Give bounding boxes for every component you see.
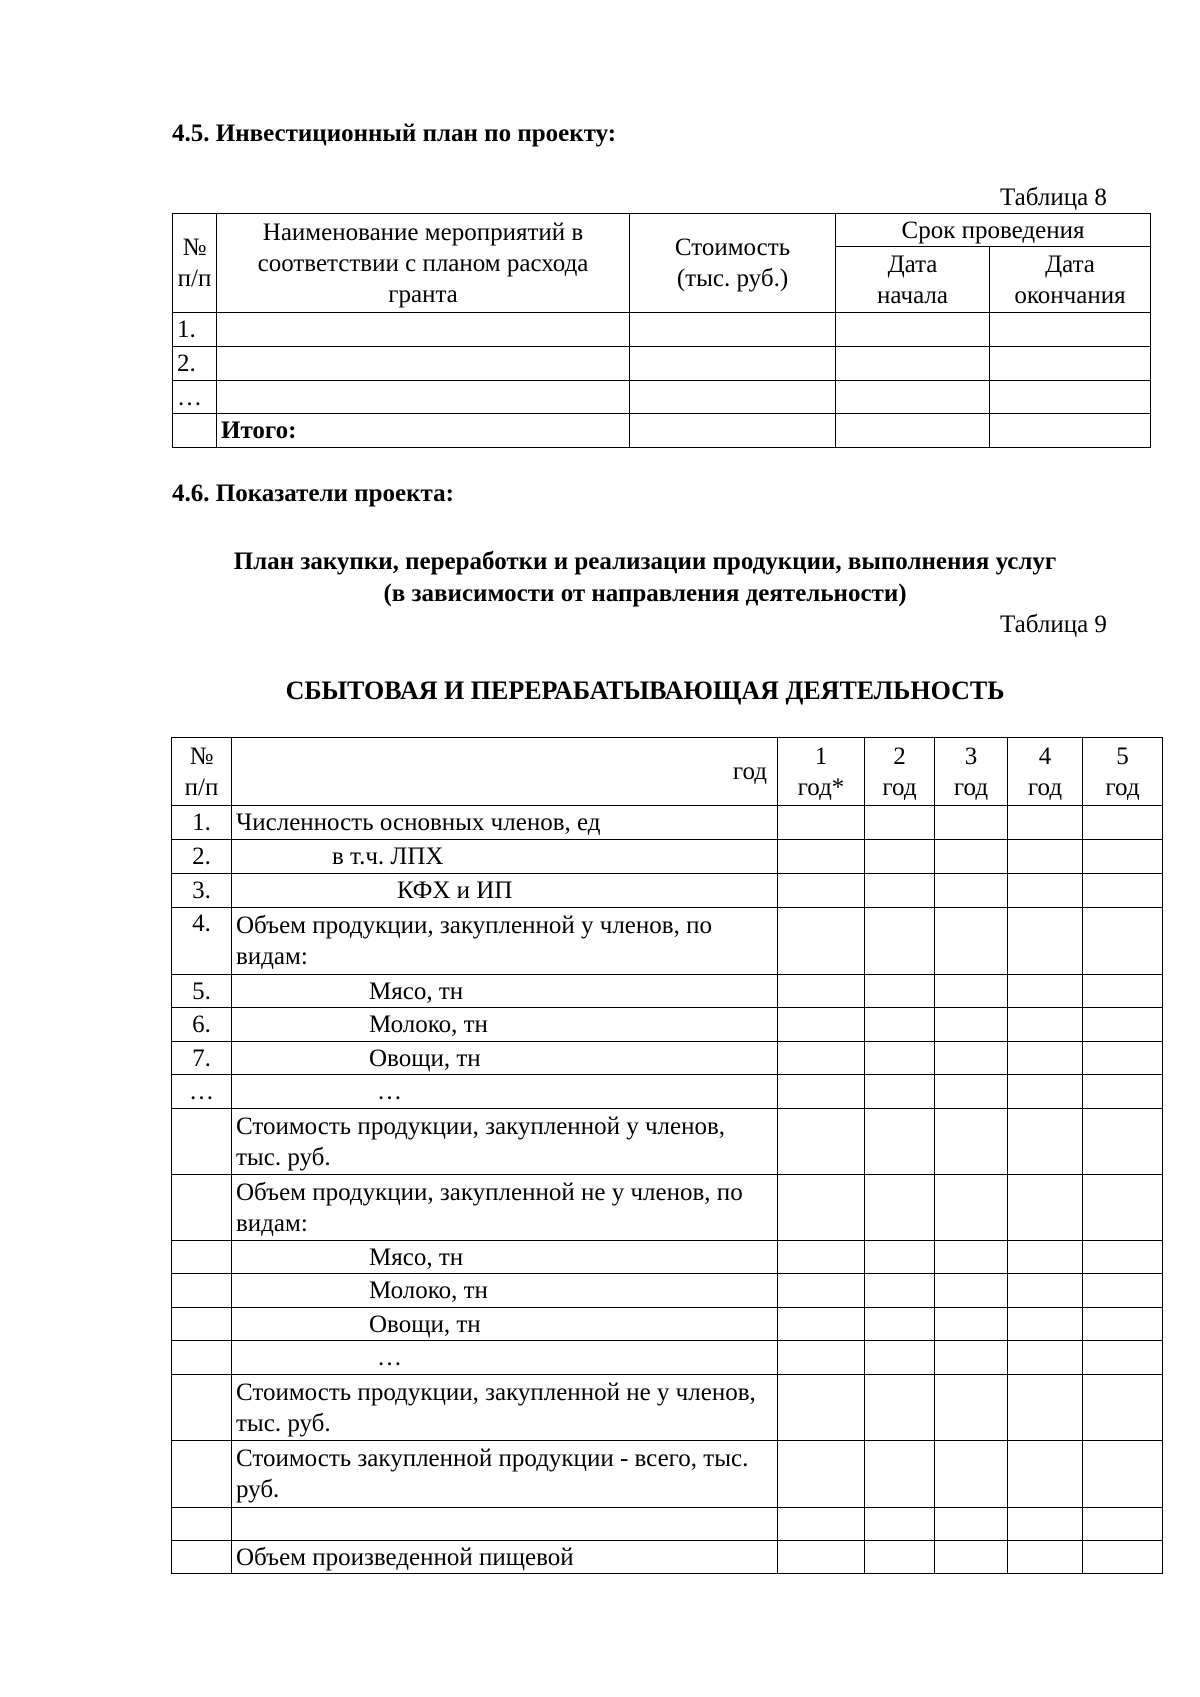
row-number <box>172 1175 232 1241</box>
col-header-cost: Стоимость (тыс. руб.) <box>630 214 836 313</box>
cell <box>935 1042 1008 1075</box>
cell <box>935 908 1008 975</box>
cell <box>935 1008 1008 1042</box>
table-row <box>173 313 1151 347</box>
table-row <box>172 1075 1163 1109</box>
row-label: Объем продукции, закупленной у членов, по видам: <box>232 908 778 975</box>
row-number <box>172 1241 232 1274</box>
table-row <box>172 806 1163 840</box>
table-row <box>172 1541 1163 1574</box>
investment-plan-table <box>172 213 1151 448</box>
cell <box>1008 1008 1083 1042</box>
row-number: 4. <box>172 908 232 975</box>
col-header-year: год <box>232 738 778 806</box>
table-row <box>172 1175 1163 1241</box>
row-label: Мясо, тн <box>232 975 778 1008</box>
cell <box>1083 840 1163 874</box>
cell <box>778 1241 865 1274</box>
cell <box>935 1075 1008 1109</box>
table-row <box>172 1008 1163 1042</box>
table-row <box>172 1274 1163 1308</box>
cell <box>778 1308 865 1341</box>
cell <box>1083 1375 1163 1441</box>
cell <box>935 1508 1008 1541</box>
cell <box>778 840 865 874</box>
cell <box>1083 1341 1163 1375</box>
row-label: Молоко, тн <box>232 1274 778 1308</box>
cell <box>1008 1441 1083 1508</box>
cell <box>1083 1541 1163 1574</box>
cell <box>935 975 1008 1008</box>
cell <box>1008 975 1083 1008</box>
row-number: 7. <box>172 1042 232 1075</box>
cell <box>1008 1042 1083 1075</box>
row-number <box>172 1441 232 1508</box>
cell <box>1083 1109 1163 1175</box>
cell <box>935 1308 1008 1341</box>
cell <box>1008 1308 1083 1341</box>
row-label: Молоко, тн <box>232 1008 778 1042</box>
cell <box>1008 1109 1083 1175</box>
cell <box>1008 806 1083 840</box>
cell <box>990 347 1151 381</box>
cell <box>865 806 935 840</box>
col-header-number: № п/п <box>173 214 217 313</box>
row-number <box>172 1109 232 1175</box>
cell <box>1083 1508 1163 1541</box>
row-label: Объем продукции, закупленной не у членов, по видам: <box>232 1175 778 1241</box>
row-number <box>172 1341 232 1375</box>
row-label: Объем произведенной пищевой <box>232 1541 778 1574</box>
cell <box>778 1541 865 1574</box>
table-row <box>172 1109 1163 1175</box>
activity-title: СБЫТОВАЯ И ПЕРЕРАБАТЫВАЮЩАЯ ДЕЯТЕЛЬНОСТЬ <box>285 676 1005 705</box>
row-number: 6. <box>172 1008 232 1042</box>
table-row <box>173 347 1151 381</box>
cell <box>778 1375 865 1441</box>
row-label: Мясо, тн <box>232 1241 778 1274</box>
table-row <box>172 874 1163 908</box>
cell <box>217 347 630 381</box>
cell <box>865 1375 935 1441</box>
cell <box>778 1441 865 1508</box>
col-header-end-date: Дата окончания <box>990 247 1151 313</box>
cell <box>865 1075 935 1109</box>
cell <box>778 1274 865 1308</box>
cell <box>990 381 1151 414</box>
cell <box>865 1274 935 1308</box>
cell <box>836 347 990 381</box>
cell <box>1083 1075 1163 1109</box>
cell <box>1083 975 1163 1008</box>
table-row <box>172 975 1163 1008</box>
cell <box>1008 908 1083 975</box>
row-number <box>172 1308 232 1341</box>
row-number <box>172 1375 232 1441</box>
procurement-plan-table <box>171 737 1163 1574</box>
cell <box>1083 1008 1163 1042</box>
col-header-year-1: 1 год* <box>778 738 865 806</box>
table-row <box>173 381 1151 414</box>
cell <box>935 1341 1008 1375</box>
cell <box>1008 1375 1083 1441</box>
cell <box>1083 874 1163 908</box>
cell <box>836 381 990 414</box>
subheading-line-2: (в зависимости от направления деятельности) <box>383 580 907 607</box>
cell <box>865 1008 935 1042</box>
col-header-start-date: Дата начала <box>836 247 990 313</box>
cell <box>630 347 836 381</box>
cell <box>630 381 836 414</box>
row-number: 1. <box>172 806 232 840</box>
cell <box>1083 1175 1163 1241</box>
cell <box>865 1341 935 1375</box>
cell <box>173 414 217 448</box>
row-label: … <box>232 1341 778 1375</box>
table-row <box>172 1308 1163 1341</box>
table-9-caption: Таблица 9 <box>1000 611 1107 638</box>
table-row <box>172 1341 1163 1375</box>
row-number <box>172 1274 232 1308</box>
cell <box>865 1109 935 1175</box>
col-header-year-4: 4 год <box>1008 738 1083 806</box>
cell <box>217 381 630 414</box>
cell <box>778 806 865 840</box>
cell <box>990 313 1151 347</box>
table-8-caption: Таблица 8 <box>1000 184 1107 211</box>
table-row <box>172 908 1163 975</box>
row-label: в т.ч. ЛПХ <box>232 840 778 874</box>
row-number: 3. <box>172 874 232 908</box>
cell <box>1083 1274 1163 1308</box>
row-number: … <box>172 1075 232 1109</box>
table-row <box>172 1375 1163 1441</box>
row-label: Овощи, тн <box>232 1042 778 1075</box>
row-number: 2. <box>173 347 217 381</box>
col-header-number: № п/п <box>172 738 232 806</box>
cell <box>935 1274 1008 1308</box>
table-row <box>172 1508 1163 1541</box>
row-label: Стоимость продукции, закупленной не у членов, тыс. руб. <box>232 1375 778 1441</box>
cell <box>1008 1508 1083 1541</box>
table-row <box>172 1241 1163 1274</box>
cell <box>1083 1441 1163 1508</box>
row-label: Стоимость продукции, закупленной у членов, тыс. руб. <box>232 1109 778 1175</box>
section-4-6-heading: 4.6. Показатели проекта: <box>172 480 454 507</box>
row-number <box>172 1541 232 1574</box>
cell <box>935 874 1008 908</box>
table-row <box>172 1042 1163 1075</box>
row-number: … <box>173 381 217 414</box>
cell <box>1008 1175 1083 1241</box>
cell <box>778 1175 865 1241</box>
row-number: 5. <box>172 975 232 1008</box>
row-number <box>172 1508 232 1541</box>
cell <box>778 975 865 1008</box>
cell <box>865 1175 935 1241</box>
row-label: Стоимость закупленной продукции - всего, тыс. руб. <box>232 1441 778 1508</box>
cell <box>778 1008 865 1042</box>
row-label: Численность основных членов, ед <box>232 806 778 840</box>
cell <box>1083 908 1163 975</box>
cell <box>865 1508 935 1541</box>
cell <box>778 1508 865 1541</box>
cell <box>778 1075 865 1109</box>
cell <box>990 414 1151 448</box>
col-header-year-2: 2 год <box>865 738 935 806</box>
cell <box>935 806 1008 840</box>
row-label: Овощи, тн <box>232 1308 778 1341</box>
cell <box>935 840 1008 874</box>
cell <box>778 874 865 908</box>
cell <box>865 1441 935 1508</box>
cell <box>1008 1241 1083 1274</box>
cell <box>778 1109 865 1175</box>
cell <box>1083 806 1163 840</box>
cell <box>630 313 836 347</box>
cell <box>1008 1341 1083 1375</box>
cell <box>1008 840 1083 874</box>
cell <box>865 1308 935 1341</box>
cell <box>865 1042 935 1075</box>
cell <box>865 975 935 1008</box>
cell <box>630 414 836 448</box>
cell <box>865 1241 935 1274</box>
section-4-5-heading: 4.5. Инвестиционный план по проекту: <box>172 120 617 147</box>
row-label: … <box>232 1075 778 1109</box>
cell <box>865 908 935 975</box>
row-label <box>232 1508 778 1541</box>
cell <box>1008 874 1083 908</box>
cell <box>935 1375 1008 1441</box>
cell <box>935 1241 1008 1274</box>
cell <box>865 1541 935 1574</box>
col-header-period: Срок проведения <box>836 214 1151 247</box>
cell <box>778 1341 865 1375</box>
total-row <box>173 414 1151 448</box>
cell <box>1083 1042 1163 1075</box>
table-row <box>172 1441 1163 1508</box>
cell <box>778 908 865 975</box>
col-header-year-3: 3 год <box>935 738 1008 806</box>
cell <box>935 1175 1008 1241</box>
cell <box>778 1042 865 1075</box>
cell <box>935 1441 1008 1508</box>
cell <box>1008 1075 1083 1109</box>
row-number: 1. <box>173 313 217 347</box>
total-label: Итого: <box>217 414 630 448</box>
header-row <box>172 738 1163 806</box>
row-number: 2. <box>172 840 232 874</box>
table-row <box>172 840 1163 874</box>
cell <box>865 840 935 874</box>
cell <box>865 874 935 908</box>
cell <box>1083 1241 1163 1274</box>
cell <box>1008 1541 1083 1574</box>
col-header-year-5: 5 год <box>1083 738 1163 806</box>
cell <box>935 1541 1008 1574</box>
cell <box>836 313 990 347</box>
subheading-line-1: План закупки, переработки и реализации продукции, выполнения услуг <box>233 548 1057 575</box>
row-label: КФХ и ИП <box>232 874 778 908</box>
cell <box>836 414 990 448</box>
cell <box>1083 1308 1163 1341</box>
cell <box>1008 1274 1083 1308</box>
cell <box>935 1109 1008 1175</box>
col-header-activity-name: Наименование мероприятий в соответствии с планом расхода гранта <box>217 214 630 313</box>
cell <box>217 313 630 347</box>
